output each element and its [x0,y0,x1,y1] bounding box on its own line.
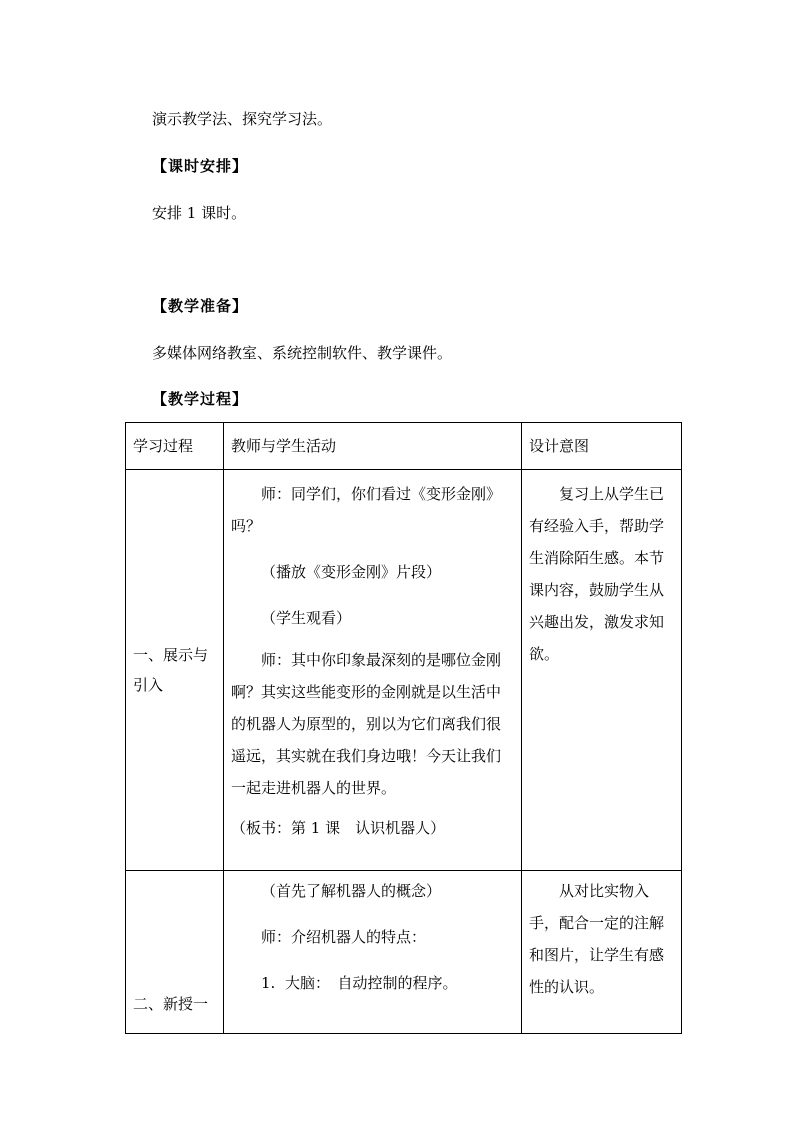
activity-paragraph: 师：其中你印象最深刻的是哪位金刚啊？其实这些能变形的金刚就是以生活中的机器人为原型的，别以为它们离我们很遥远，其实就在我们身边哦！今天让我们一起走进机器人的世界。 [231,651,502,797]
schedule-text: 安排 1 课时。 [152,204,247,222]
board-note: （板书：第 1 课 认识机器人） [231,819,446,837]
column-header-stage: 学习过程 [126,423,224,470]
column-header-activity: 教师与学生活动 [224,423,522,470]
schedule-heading: 【课时安排】 [152,157,249,175]
activity-cell [224,470,522,871]
design-text: 从对比实物入手，配合一定的注解和图片，让学生有感性的认识。 [529,882,665,996]
list-item-text: 大脑： 自动控制的程序。 [285,974,458,992]
activity-paragraph: （播放《变形金刚》片段） [261,563,442,581]
preparation-text: 多媒体网络教室、系统控制软件、教学课件。 [152,344,453,362]
activity-paragraph: 师：同学们，你们看过《变形金刚》吗？ [231,485,502,535]
teaching-process-table [125,422,682,1034]
design-text: 复习上从学生已有经验入手，帮助学生消除陌生感。本节课内容，鼓励学生从兴趣出发，激发求知欲。 [529,485,665,663]
design-cell [522,470,682,871]
activity-paragraph: （学生观看） [261,609,352,627]
stage-cell [126,871,224,1034]
preparation-heading: 【教学准备】 [152,297,249,315]
stage-label: 一、展示与引入 [133,646,209,694]
stage-label: 二、新授一 [133,995,209,1013]
process-heading: 【教学过程】 [152,390,249,408]
column-header-design: 设计意图 [522,423,682,470]
design-cell [522,871,682,1034]
table-row [126,871,682,1034]
stage-cell [126,470,224,871]
activity-paragraph: 师：介绍机器人的特点： [261,928,427,946]
table-header-row [126,423,682,470]
activity-paragraph: （首先了解机器人的概念） [261,882,442,900]
teaching-methods-text: 演示教学法、探究学习法。 [152,110,333,128]
table-row [126,470,682,871]
activity-cell [224,871,522,1034]
list-item-number: 1. [261,974,276,992]
list-item [231,967,515,999]
